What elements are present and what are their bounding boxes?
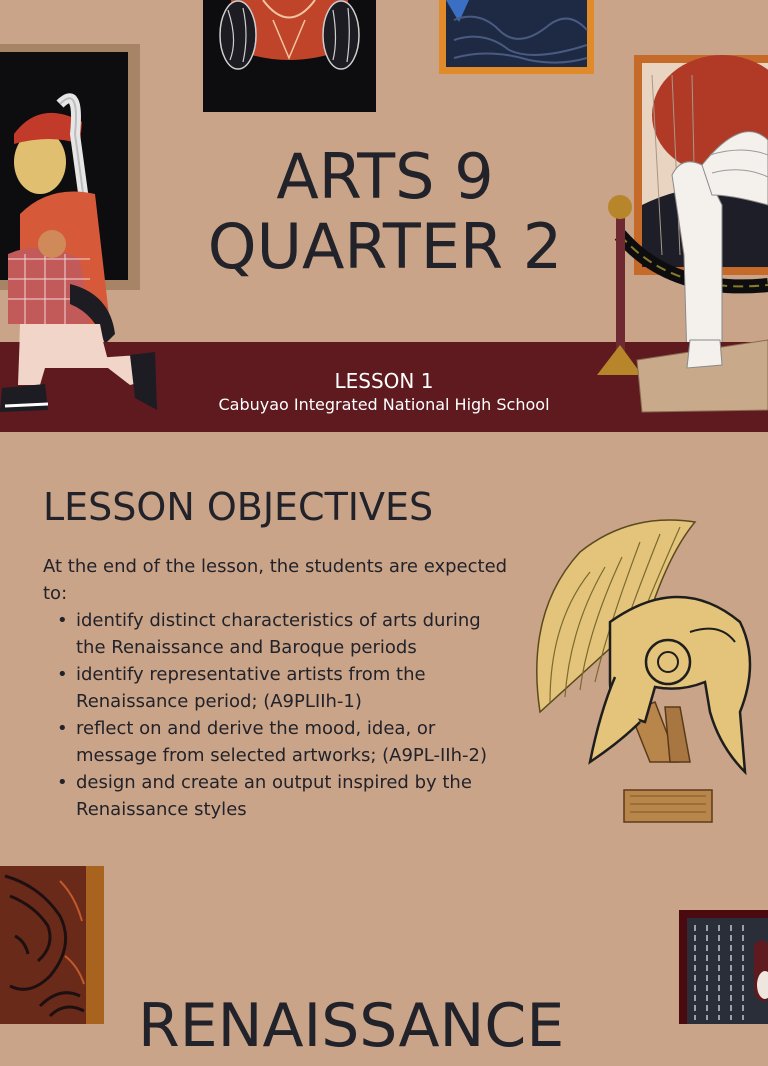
objective-item: • identify representative artists from the Renaissance period; (A9PLIIh-1)	[43, 661, 513, 715]
title-line-subject: ARTS 9	[276, 140, 494, 213]
objective-item: • identify distinct characteristics of arts during the Renaissance and Baroque periods	[43, 607, 513, 661]
objectives-slide	[0, 432, 768, 866]
renaissance-slide	[0, 866, 768, 1061]
bullet-icon: •	[57, 772, 68, 793]
title-slide	[0, 0, 768, 432]
helmet-illustration	[530, 512, 755, 824]
top-painting-illustration	[203, 0, 376, 112]
title-line-quarter: QUARTER 2	[207, 210, 563, 283]
objective-item: • reflect on and derive the mood, idea, or message from selected artworks; (A9PL-IIh-2)	[43, 715, 513, 769]
objectives-list	[43, 607, 513, 823]
objective-item: • design and create an output inspired by the Renaissance styles	[43, 769, 513, 823]
presentation-title	[150, 142, 620, 282]
lesson-number: LESSON 1	[334, 369, 434, 393]
school-name: Cabuyao Integrated National High School	[218, 395, 550, 414]
section-title: RENAISSANCE	[138, 991, 565, 1061]
swirl-painting-illustration	[0, 866, 104, 1024]
bullet-icon: •	[57, 610, 68, 631]
dark-portrait-illustration	[679, 910, 768, 1024]
objectives-heading: LESSON OBJECTIVES	[43, 485, 434, 529]
night-painting-illustration	[439, 0, 594, 74]
objectives-intro: At the end of the lesson, the students are expected to:	[43, 556, 508, 604]
bullet-icon: •	[57, 664, 68, 685]
bullet-icon: •	[57, 718, 68, 739]
